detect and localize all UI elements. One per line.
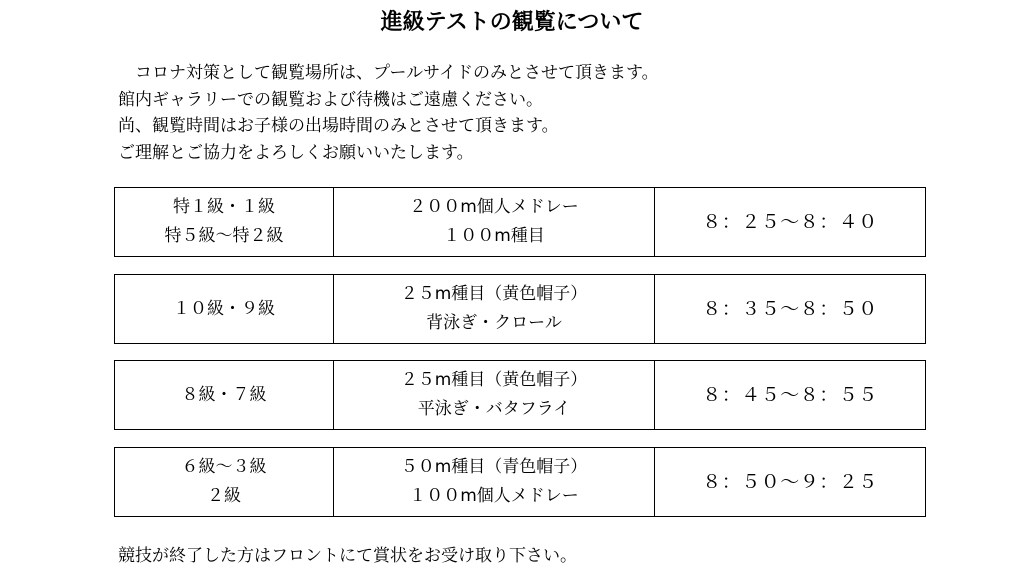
grade-cell bbox=[115, 188, 334, 256]
event-cell bbox=[334, 188, 655, 256]
time-cell bbox=[655, 188, 925, 256]
event-cell bbox=[334, 275, 655, 343]
intro-notice bbox=[118, 60, 938, 166]
intro-line: コロナ対策として観覧場所は、プールサイドのみとさせて頂きます。 bbox=[135, 63, 659, 83]
grade-cell bbox=[115, 275, 334, 343]
intro-line: 尚、観覧時間はお子様の出場時間のみとさせて頂きます。 bbox=[118, 116, 559, 136]
time-label: ８：３５～８：５０ bbox=[702, 297, 878, 320]
event-label: ５０m種目（青色帽子） bbox=[400, 457, 588, 477]
footer-note: 競技が終了した方はフロントにて賞状をお受け取り下さい。 bbox=[118, 546, 577, 566]
event-label: ２５m種目（黄色帽子） bbox=[400, 284, 588, 304]
grade-label: 特１級・１級 bbox=[173, 197, 275, 217]
time-label: ８：４５～８：５５ bbox=[702, 383, 878, 406]
schedule-row-2 bbox=[114, 274, 926, 344]
grade-label: １０級・９級 bbox=[173, 298, 275, 319]
time-cell bbox=[655, 448, 925, 516]
grade-label: ６級～３級 bbox=[181, 457, 267, 477]
grade-label: 特５級～特２級 bbox=[164, 226, 284, 246]
event-label: ２５m種目（黄色帽子） bbox=[400, 370, 588, 390]
event-cell bbox=[334, 361, 655, 429]
intro-line: ご理解とご協力をよろしくお願いいたします。 bbox=[118, 142, 474, 163]
schedule-row-1 bbox=[114, 187, 926, 257]
grade-label: ８級・７級 bbox=[181, 384, 267, 405]
grade-cell bbox=[115, 361, 334, 429]
event-label: １００m個人メドレー bbox=[409, 486, 579, 506]
page-title: 進級テストの観覧について bbox=[380, 10, 644, 35]
event-label: １００m種目 bbox=[443, 226, 545, 246]
time-label: ８：２５～８：４０ bbox=[702, 210, 878, 233]
event-cell bbox=[334, 448, 655, 516]
grade-label: ２級 bbox=[207, 486, 241, 506]
event-label: 背泳ぎ・クロール bbox=[426, 313, 562, 333]
time-cell bbox=[655, 275, 925, 343]
event-label: 平泳ぎ・バタフライ bbox=[417, 399, 571, 419]
event-label: ２００m個人メドレー bbox=[409, 197, 579, 217]
intro-line: 館内ギャラリーでの観覧および待機はご遠慮ください。 bbox=[118, 89, 543, 110]
schedule-row-4 bbox=[114, 447, 926, 517]
time-cell bbox=[655, 361, 925, 429]
schedule-row-3 bbox=[114, 360, 926, 430]
grade-cell bbox=[115, 448, 334, 516]
time-label: ８：５０～９：２５ bbox=[702, 470, 878, 493]
